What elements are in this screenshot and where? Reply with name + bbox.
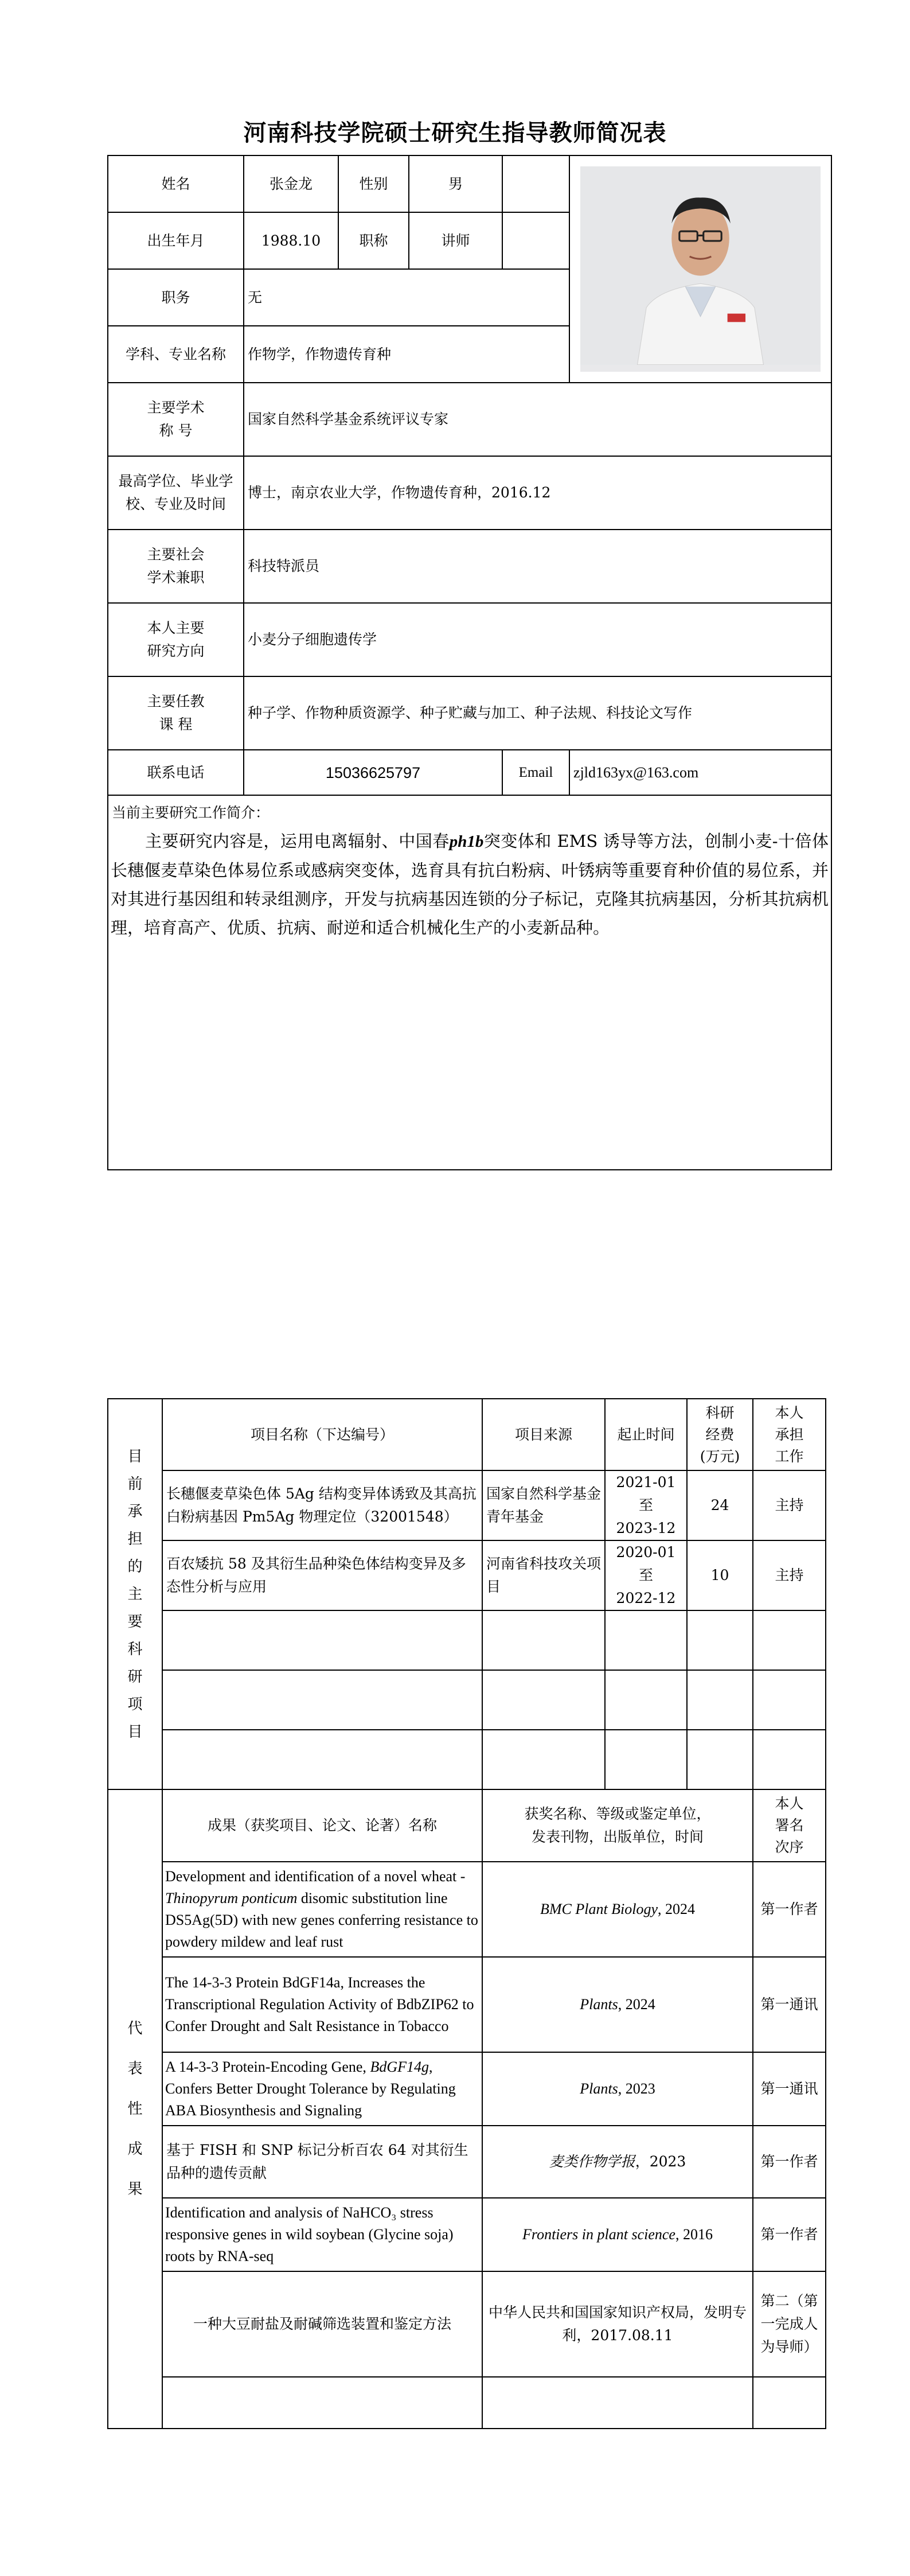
achievement-name: Identification and analysis of NaHCO₃ stress responsive genes in wild soybean (Glycine soja) roots by RNA-seq xyxy=(162,2198,482,2271)
research-label-line2: 研究方向 xyxy=(147,643,205,659)
role-header-line1: 本人 xyxy=(775,1404,804,1421)
blank-cell xyxy=(502,155,569,212)
social-label-line1: 主要社会 xyxy=(147,546,205,563)
achievement-venue: Frontiers in plant science, 2016 xyxy=(482,2198,753,2271)
achievement-name: 基于 FISH 和 SNP 标记分析百农 64 对其衍生品种的遗传贡献 xyxy=(162,2126,482,2198)
project-funding: 10 xyxy=(687,1540,753,1610)
achievement-row xyxy=(108,2126,826,2198)
intro-text-1: 主要研究内容是，运用电离辐射、中国春 xyxy=(145,831,450,851)
funding-header-line3: (万元) xyxy=(700,1447,740,1465)
achievement-venue-header xyxy=(482,1789,753,1862)
funding-header-line1: 科研 xyxy=(705,1404,735,1421)
achievement-name: Development and identification of a novel wheat - Thinopyrum ponticum disomic substitution line DS5Ag(5D) with new genes conferring resistance to powdery mildew and leaf rust xyxy=(162,1862,482,1957)
achievement-row-empty xyxy=(108,2377,826,2429)
social-value: 科技特派员 xyxy=(244,530,831,603)
project-row-empty xyxy=(108,1670,826,1730)
project-funding-header xyxy=(687,1399,753,1470)
achievement-row xyxy=(108,2271,826,2377)
project-row-empty xyxy=(108,1730,826,1789)
project-source: 河南省科技攻关项目 xyxy=(482,1540,605,1610)
achievement-venue: Plants, 2024 xyxy=(482,1957,753,2052)
phone-label: 联系电话 xyxy=(108,750,244,795)
gender-value: 男 xyxy=(409,155,502,212)
achievement-row xyxy=(108,2198,826,2271)
achievement-name: A 14-3-3 Protein-Encoding Gene, BdGF14g, Confers Better Drought Tolerance by Regulating ABA Biosynthesis and Signaling xyxy=(162,2052,482,2126)
project-period-header: 起止时间 xyxy=(605,1399,687,1470)
academic-title-value: 国家自然科学基金系统评议专家 xyxy=(244,383,831,456)
academic-title-label-line1: 主要学术 xyxy=(147,399,205,416)
achievement-order: 第一通讯 xyxy=(753,1957,826,2052)
document-title: 河南科技学院硕士研究生指导教师简况表 xyxy=(243,120,667,146)
courses-value: 种子学、作物种质资源学、种子贮藏与加工、种子法规、科技论文写作 xyxy=(244,676,831,750)
achievement-row xyxy=(108,2052,826,2126)
degree-label xyxy=(108,456,244,530)
research-table xyxy=(107,1398,826,2429)
photo-cell xyxy=(569,155,831,383)
intro-text-italic: ph1b xyxy=(449,832,484,851)
funding-header-line2: 经费 xyxy=(705,1426,735,1443)
venue-header-line1: 获奖名称、等级或鉴定单位， xyxy=(524,1805,711,1822)
birth-value: 1988.10 xyxy=(244,212,338,269)
title-value: 讲师 xyxy=(409,212,502,269)
achievement-row xyxy=(108,1957,826,2052)
research-value: 小麦分子细胞遗传学 xyxy=(244,603,831,676)
courses-label-line1: 主要任教 xyxy=(147,693,205,710)
project-name: 百农矮抗 58 及其衍生品种染色体结构变异及多态性分析与应用 xyxy=(162,1540,482,1610)
project-period xyxy=(605,1470,687,1540)
intro-cell xyxy=(108,795,831,1170)
portrait-photo xyxy=(580,166,821,372)
project-role: 主持 xyxy=(753,1470,826,1540)
academic-title-label xyxy=(108,383,244,456)
gender-label: 性别 xyxy=(338,155,409,212)
achievement-order-header xyxy=(753,1789,826,1862)
name-value: 张金龙 xyxy=(244,155,338,212)
project-funding: 24 xyxy=(687,1470,753,1540)
project-end: 2023-12 xyxy=(616,1520,676,1536)
achievement-venue: Plants, 2023 xyxy=(482,2052,753,2126)
social-label-line2: 学术兼职 xyxy=(147,569,205,586)
project-source: 国家自然科学基金青年基金 xyxy=(482,1470,605,1540)
position-value: 无 xyxy=(244,269,569,326)
intro-text-2: 突变体和 EMS 诱导等方法，创制小麦-十倍体长穗偃麦草染色体易位系或感病突变体，选育具有抗白粉病、叶锈病等重要育种价值的易位系，并对其进行基因组和转录组测序，开发与抗病基因连锁的分子标记，克隆其抗病基因，分析其抗病机理，培育高产、优质、抗病、耐逆和适合机械化生产的小麦新品种。 xyxy=(111,831,829,937)
achievement-name-header: 成果（获奖项目、论文、论著）名称 xyxy=(162,1789,482,1862)
project-name-header: 项目名称（下达编号） xyxy=(162,1399,482,1470)
birth-label: 出生年月 xyxy=(108,212,244,269)
project-name: 长穗偃麦草染色体 5Ag 结构变异体诱致及其高抗白粉病基因 Pm5Ag 物理定位（32001548） xyxy=(162,1470,482,1540)
profile-table xyxy=(107,155,832,1170)
project-role-header xyxy=(753,1399,826,1470)
achievement-row xyxy=(108,1862,826,1957)
role-header-line2: 承担 xyxy=(775,1426,804,1443)
research-label xyxy=(108,603,244,676)
email-label: Email xyxy=(502,750,569,795)
name-label: 姓名 xyxy=(108,155,244,212)
position-label: 职务 xyxy=(108,269,244,326)
degree-label-line1: 最高学位、毕业学 xyxy=(118,473,233,489)
achievement-venue: 中华人民共和国国家知识产权局，发明专利，2017.08.11 xyxy=(482,2271,753,2377)
project-role: 主持 xyxy=(753,1540,826,1610)
achievement-order: 第一作者 xyxy=(753,2126,826,2198)
discipline-value: 作物学，作物遗传育种 xyxy=(244,326,569,383)
achievement-name: The 14-3-3 Protein BdGF14a, Increases the Transcriptional Regulation Activity of BdbZIP62 to Confer Drought and Salt Resistance in Tobacco xyxy=(162,1957,482,2052)
role-header-line3: 工作 xyxy=(775,1447,804,1465)
achievement-venue: 麦类作物学报，2023 xyxy=(482,2126,753,2198)
venue-header-line2: 发表刊物，出版单位，时间 xyxy=(531,1828,704,1845)
achievement-name: 一种大豆耐盐及耐碱筛选装置和鉴定方法 xyxy=(162,2271,482,2377)
project-row-empty xyxy=(108,1610,826,1670)
email-value: zjld163yx@163.com xyxy=(569,750,831,795)
project-row xyxy=(108,1470,826,1540)
phone-value: 15036625797 xyxy=(244,750,502,795)
courses-label xyxy=(108,676,244,750)
order-header-line3: 次序 xyxy=(775,1839,804,1855)
courses-label-line2: 课 程 xyxy=(159,716,193,733)
portrait-image xyxy=(580,166,821,365)
project-start: 2021-01 至 xyxy=(616,1474,676,1513)
achievements-section-label: 代表性成果 xyxy=(108,1789,162,2429)
achievement-order: 第二（第一完成人为导师） xyxy=(753,2271,826,2377)
project-period xyxy=(605,1540,687,1610)
achievement-order: 第一作者 xyxy=(753,2198,826,2271)
discipline-label: 学科、专业名称 xyxy=(108,326,244,383)
achievement-order: 第一作者 xyxy=(753,1862,826,1957)
achievement-venue: BMC Plant Biology, 2024 xyxy=(482,1862,753,1957)
title-label: 职称 xyxy=(338,212,409,269)
social-label xyxy=(108,530,244,603)
degree-value: 博士，南京农业大学，作物遗传育种，2016.12 xyxy=(244,456,831,530)
intro-heading: 当前主要研究工作简介： xyxy=(112,804,270,821)
project-row xyxy=(108,1540,826,1610)
academic-title-label-line2: 称 号 xyxy=(159,422,193,439)
intro-body xyxy=(108,824,831,942)
degree-label-line2: 校、专业及时间 xyxy=(125,496,226,512)
project-end: 2022-12 xyxy=(616,1590,676,1606)
project-start: 2020-01 至 xyxy=(616,1544,676,1583)
research-label-line1: 本人主要 xyxy=(147,620,205,636)
order-header-line1: 本人 xyxy=(775,1795,804,1812)
achievement-order: 第一通讯 xyxy=(753,2052,826,2126)
projects-section-label: 目前承担的主要科研项目 xyxy=(108,1399,162,1789)
project-source-header: 项目来源 xyxy=(482,1399,605,1470)
blank-cell xyxy=(502,212,569,269)
order-header-line2: 署名 xyxy=(775,1817,804,1834)
